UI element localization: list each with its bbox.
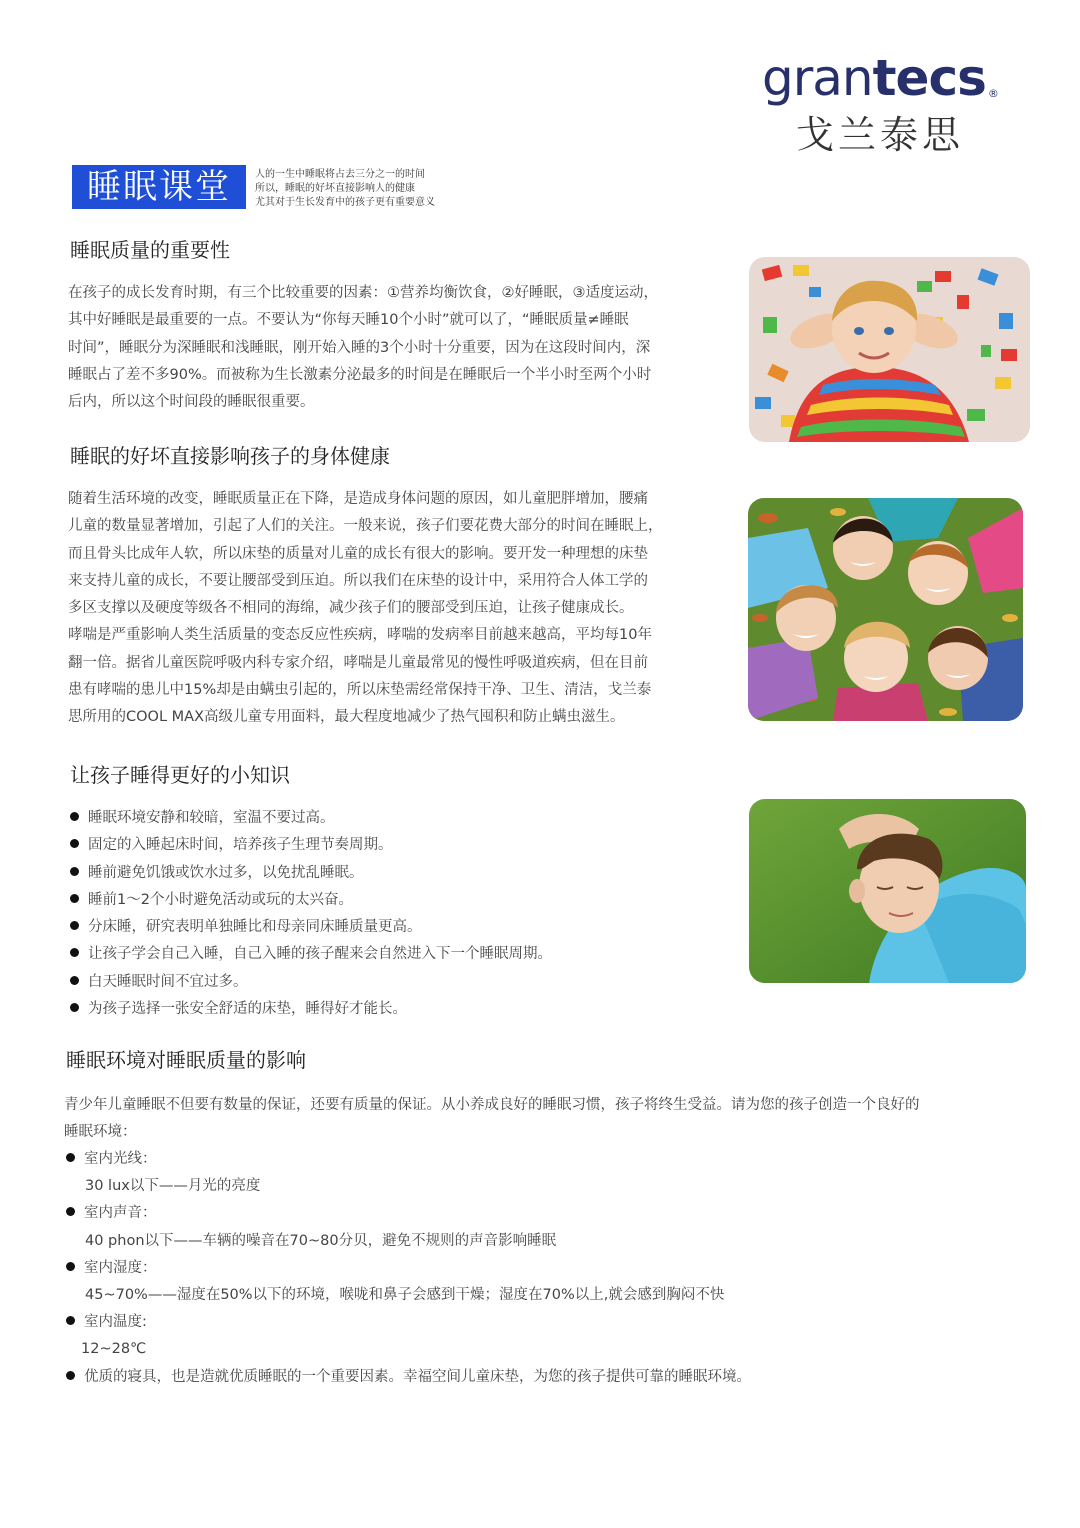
- paragraph-line: 随着生活环境的改变，睡眠质量正在下降，是造成身体问题的原因，如儿童肥胖增加，腰痛: [68, 491, 648, 507]
- factor-sound-label: 室内声音：: [66, 1200, 751, 1227]
- list-item: 让孩子学会自己入睡，自己入睡的孩子醒来会自然进入下一个睡眠周期。: [70, 941, 552, 968]
- photo-child-with-toy-bricks: [749, 257, 1030, 442]
- bullet-icon: [66, 1316, 75, 1325]
- paragraph-line: 多区支撑以及硬度等级各不相同的海绵，减少孩子们的腰部受到压迫，让孩子健康成长。: [68, 600, 634, 617]
- bullet-icon: [70, 1003, 79, 1012]
- factor-light-label: 室内光线：: [66, 1146, 751, 1173]
- bullet-icon: [70, 948, 79, 957]
- list-item: 白天睡眠时间不宜过多。: [70, 969, 552, 996]
- paragraph-line: 在孩子的成长发育时期，有三个比较重要的因素：①营养均衡饮食，②好睡眠，③适度运动，: [68, 285, 658, 301]
- sleep-tips-list: [70, 805, 552, 1023]
- badge-intro: [255, 168, 435, 210]
- paragraph-line: 哮喘是严重影响人类生活质量的变态反应性疾病，哮喘的发病率目前越来越高，平均每10年: [68, 627, 652, 644]
- photo-boy-sleeping-on-grass: [749, 799, 1026, 983]
- badge-intro-line: 尤其对于生长发育中的孩子更有重要意义: [255, 197, 435, 208]
- paragraph-line: 而且骨头比成年人软，所以床垫的质量对儿童的成长有很大的影响。要开发一种理想的床垫: [68, 545, 648, 562]
- bullet-icon: [70, 839, 79, 848]
- list-item: 分床睡，研究表明单独睡比和母亲同床睡质量更高。: [70, 914, 552, 941]
- photo-children-in-circle-on-leaves: [748, 498, 1023, 721]
- factor-humidity-label: 室内湿度：: [66, 1255, 751, 1282]
- environment-factor-list: [66, 1146, 751, 1391]
- badge-intro-line: 所以，睡眠的好坏直接影响人的健康: [255, 183, 415, 194]
- environment-intro: [64, 1092, 920, 1146]
- factor-humidity-value: 45~70%——湿度在50%以下的环境，喉咙和鼻子会感到干燥；湿度在70%以上,就会感到胸闷不快: [85, 1287, 725, 1304]
- list-item: 固定的入睡起床时间，培养孩子生理节奏周期。: [70, 832, 552, 859]
- section-title-environment: 睡眠环境对睡眠质量的影响: [66, 1048, 306, 1072]
- list-item: 睡前避免饥饿或饮水过多，以免扰乱睡眠。: [70, 860, 552, 887]
- bullet-icon: [66, 1207, 75, 1216]
- factor-light-value: 30 lux以下——月光的亮度: [85, 1178, 261, 1195]
- paragraph-line: 来支持儿童的成长，不要让腰部受到压迫。所以我们在床垫的设计中，采用符合人体工学的: [68, 572, 648, 589]
- paragraph-line: 思所用的COOL MAX高级儿童专用面料，最大程度地减少了热气囤积和防止螨虫滋生。: [68, 709, 625, 726]
- list-item: 为孩子选择一张安全舒适的床垫，睡得好才能长。: [70, 996, 552, 1023]
- bullet-icon: [70, 812, 79, 821]
- bullet-icon: [66, 1153, 75, 1162]
- bullet-icon: [66, 1262, 75, 1271]
- factor-temperature-label: 室内温度:: [66, 1309, 751, 1336]
- paragraph-line: 其中好睡眠是最重要的一点。不要认为“你每天睡10个小时”就可以了，“睡眠质量≠睡眠: [68, 312, 629, 329]
- factor-temperature-value: 12~28℃: [81, 1341, 147, 1358]
- badge-intro-line: 人的一生中睡眠将占去三分之一的时间: [255, 169, 425, 180]
- bullet-icon: [70, 976, 79, 985]
- paragraph-line: 后内，所以这个时间段的睡眠很重要。: [68, 394, 315, 411]
- paragraph-line: 时间”，睡眠分为深睡眠和浅睡眠，刚开始入睡的3个小时十分重要，因为在这段时间内，深: [68, 339, 651, 356]
- section-title-sleep-tips: 让孩子睡得更好的小知识: [70, 763, 290, 787]
- paragraph-line: 儿童的数量显著增加，引起了人们的关注。一般来说，孩子们要花费大部分的时间在睡眠上，: [68, 518, 663, 535]
- list-item: 睡眠环境安静和较暗，室温不要过高。: [70, 805, 552, 832]
- brand-name-bold: tecs: [872, 49, 986, 107]
- brand-logo: [762, 48, 998, 108]
- factor-sound-value: 40 phon以下——车辆的噪音在70~80分贝，避免不规则的声音影响睡眠: [85, 1232, 557, 1249]
- section-title-importance: 睡眠质量的重要性: [70, 238, 230, 262]
- paragraph-line: 患有哮喘的患儿中15%却是由螨虫引起的，所以床垫需经常保持干净、卫生、清洁，戈兰泰: [68, 682, 652, 699]
- paragraph-line: 睡眠占了差不多90%。而被称为生长激素分泌最多的时间是在睡眠后一个半小时至两个小时: [68, 366, 652, 383]
- paragraph-line: 翻一倍。据省儿童医院呼吸内科专家介绍，哮喘是儿童最常见的慢性呼吸道疾病，但在目前: [68, 654, 648, 671]
- brand-name-cn: 戈兰泰思: [796, 113, 965, 157]
- bullet-icon: [70, 921, 79, 930]
- list-item: 睡前1～2个小时避免活动或玩的太兴奋。: [70, 887, 552, 914]
- sleep-class-badge: 睡眠课堂: [72, 165, 246, 209]
- bullet-icon: [70, 894, 79, 903]
- bedding-note: 优质的寝具，也是造就优质睡眠的一个重要因素。幸福空间儿童床垫，为您的孩子提供可靠的睡眠环境。: [66, 1364, 751, 1391]
- section-body-health-impact: [68, 486, 738, 732]
- bullet-icon: [70, 867, 79, 876]
- paragraph-line: 青少年儿童睡眠不但要有数量的保证，还要有质量的保证。从小养成良好的睡眠习惯，孩子将终生受益。请为您的孩子创造一个良好的: [64, 1097, 920, 1113]
- section-title-health-impact: 睡眠的好坏直接影响孩子的身体健康: [70, 444, 390, 468]
- section-body-importance: [68, 280, 738, 416]
- bullet-icon: [66, 1371, 75, 1380]
- paragraph-line: 睡眠环境：: [64, 1124, 137, 1141]
- brand-name-prefix: gran: [762, 49, 873, 107]
- registered-mark: ®: [987, 87, 998, 100]
